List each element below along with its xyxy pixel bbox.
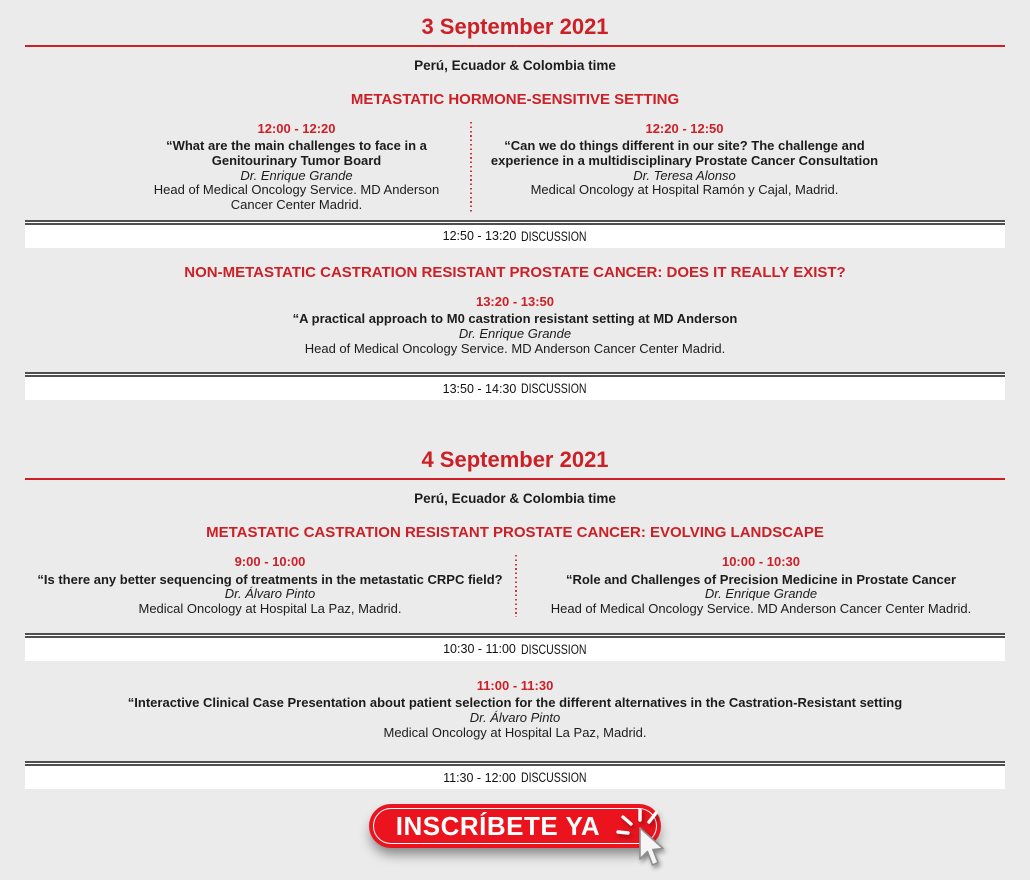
session-speaker: Dr. Álvaro Pinto (224, 586, 316, 602)
discussion-time: 10:30 - 11:00 (443, 642, 516, 657)
day1-section1-heading: METASTATIC HORMONE-SENSITIVE SETTING (350, 90, 680, 108)
session-title: “Is there any better sequencing of treatments in the metastatic CRPC field? (37, 571, 503, 587)
session-block (25, 679, 1005, 741)
discussion-bar (25, 372, 1005, 400)
session-block (472, 122, 897, 198)
session-title: “Can we do things different in our site? The challenge and experience in a multidisciplinary Prostate Cancer Consultation (490, 138, 879, 168)
session-affiliation: Medical Oncology at Hospital La Paz, Madrid. (383, 724, 647, 740)
session-speaker: Dr. Álvaro Pinto (469, 710, 561, 725)
session-title: “Interactive Clinical Case Presentation about patient selection for the different alternatives in the Castration-Resistant setting (127, 695, 903, 711)
day1-section2-heading: NON-METASTATIC CASTRATION RESISTANT PROSTATE CANCER: DOES IT REALLY EXIST? (184, 263, 846, 281)
session-block (37, 555, 502, 617)
session-time: 12:20 - 12:50 (645, 120, 724, 136)
session-time: 13:20 - 13:50 (475, 293, 555, 309)
discussion-bar (25, 633, 1005, 661)
day2-timezone-note: Perú, Ecuador & Colombia time (414, 491, 616, 507)
session-title: “Role and Challenges of Precision Medicine in Prostate Cancer (565, 571, 957, 587)
session-block (25, 295, 1005, 357)
discussion-label: DISCUSSION (521, 381, 587, 397)
session-speaker: Dr. Teresa Alonso (633, 167, 736, 183)
day2-section1-heading: METASTATIC CASTRATION RESISTANT PROSTATE CANCER: EVOLVING LANDSCAPE (206, 523, 824, 541)
discussion-label: DISCUSSION (521, 228, 587, 244)
session-time: 9:00 - 10:00 (234, 553, 306, 569)
session-time: 10:00 - 10:30 (721, 553, 801, 569)
day2-session-row (25, 555, 1005, 617)
day1-red-divider (25, 45, 1005, 47)
discussion-time: 12:50 - 13:20 (442, 229, 517, 244)
day2-session-right-cell (517, 555, 1005, 617)
session-affiliation: Medical Oncology at Hospital Ramón y Cajal, Madrid. (530, 182, 839, 198)
discussion-time: 11:30 - 12:00 (443, 770, 516, 785)
day2-red-divider (25, 478, 1005, 480)
discussion-label: DISCUSSION (520, 770, 587, 786)
session-title: “A practical approach to M0 castration resistant setting at MD Anderson (292, 311, 738, 327)
session-affiliation: Head of Medical Oncology Service. MD Anderson Cancer Center Madrid. (550, 600, 972, 616)
register-button[interactable] (369, 804, 661, 848)
discussion-bar (25, 761, 1005, 789)
discussion-label: DISCUSSION (520, 641, 587, 657)
session-speaker: Dr. Enrique Grande (704, 586, 818, 602)
session-time: 12:00 - 12:20 (257, 120, 336, 136)
session-speaker: Dr. Enrique Grande (458, 326, 572, 341)
day1-title: 3 September 2021 (421, 14, 609, 39)
session-block (551, 555, 972, 617)
session-affiliation: Head of Medical Oncology Service. MD Anderson Cancer Center Madrid. (153, 182, 440, 212)
day1-session-right-cell (472, 122, 1005, 213)
day1-session-row (25, 122, 1005, 213)
day2-block (25, 449, 1005, 789)
session-affiliation: Medical Oncology at Hospital La Paz, Madrid. (138, 600, 402, 616)
session-affiliation: Head of Medical Oncology Service. MD Anderson Cancer Center Madrid. (304, 340, 726, 356)
session-time: 11:00 - 11:30 (476, 677, 554, 693)
discussion-time: 13:50 - 14:30 (442, 381, 517, 396)
session-block (144, 122, 449, 213)
register-button-area (25, 804, 1005, 848)
register-button-label: INSCRÍBETE YA (395, 810, 601, 841)
day2-title: 4 September 2021 (421, 447, 609, 473)
session-speaker: Dr. Enrique Grande (240, 167, 353, 183)
session-title: “What are the main challenges to face in a Genitourinary Tumor Board (166, 138, 427, 168)
day1-block (25, 16, 1005, 400)
day1-session-left-cell (25, 122, 470, 213)
discussion-bar (25, 220, 1005, 248)
day1-timezone-note: Perú, Ecuador & Colombia time (414, 58, 616, 73)
day2-session-left-cell (25, 555, 515, 617)
click-cursor-icon (615, 807, 677, 871)
